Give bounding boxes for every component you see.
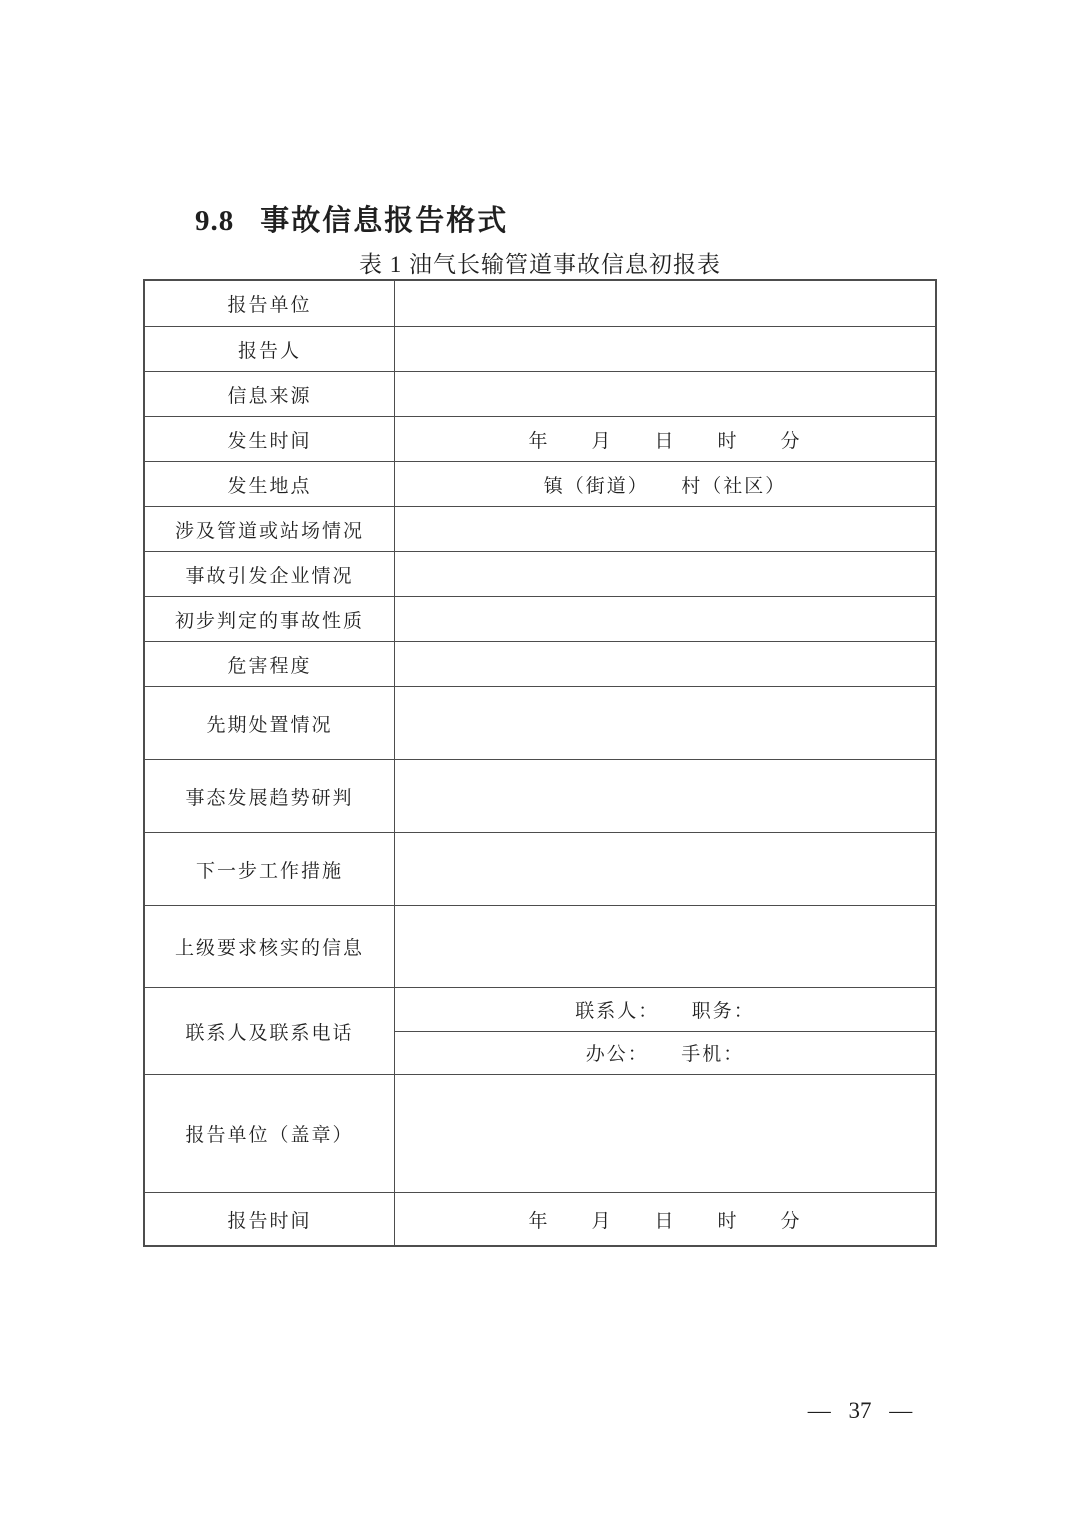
table-row-report-time bbox=[145, 1192, 935, 1245]
table-row-superior-verification bbox=[145, 905, 935, 987]
table-row-occurrence-place bbox=[145, 461, 935, 506]
row-label: 联系人及联系电话 bbox=[145, 988, 395, 1074]
row-value bbox=[395, 906, 935, 987]
row-label: 报告人 bbox=[145, 327, 395, 371]
table-caption: 表 1 油气长输管道事故信息初报表 bbox=[359, 252, 721, 277]
section-heading bbox=[195, 198, 508, 239]
row-label: 报告时间 bbox=[145, 1193, 395, 1245]
table-row-reporter bbox=[145, 326, 935, 371]
report-table bbox=[143, 279, 937, 1247]
row-label: 发生地点 bbox=[145, 462, 395, 506]
table-row-enterprise bbox=[145, 551, 935, 596]
row-value bbox=[395, 760, 935, 832]
row-value: 年 月 日 时 分 bbox=[528, 430, 802, 452]
row-label: 先期处置情况 bbox=[145, 687, 395, 759]
row-value bbox=[395, 833, 935, 905]
table-row-pipeline-station bbox=[145, 506, 935, 551]
row-value bbox=[395, 642, 935, 686]
row-value bbox=[395, 327, 935, 371]
row-label: 下一步工作措施 bbox=[145, 833, 395, 905]
table-row-info-source bbox=[145, 371, 935, 416]
table-row-next-steps bbox=[145, 832, 935, 905]
row-value bbox=[395, 552, 935, 596]
row-label: 危害程度 bbox=[145, 642, 395, 686]
contact-value-split bbox=[395, 988, 935, 1074]
table-row-accident-nature bbox=[145, 596, 935, 641]
contact-office-mobile: 办公： 手机： bbox=[585, 1044, 745, 1066]
row-label: 涉及管道或站场情况 bbox=[145, 507, 395, 551]
table-row-contact-info bbox=[145, 987, 935, 1074]
row-value: 年 月 日 时 分 bbox=[528, 1210, 802, 1232]
row-value bbox=[395, 507, 935, 551]
table-row-hazard-degree bbox=[145, 641, 935, 686]
section-title: 事故信息报告格式 bbox=[260, 205, 509, 237]
row-value: 镇（街道） 村（社区） bbox=[543, 475, 787, 497]
row-value bbox=[395, 597, 935, 641]
page-number: — 37 — bbox=[807, 1398, 913, 1423]
row-value bbox=[395, 372, 935, 416]
table-row-unit-seal bbox=[145, 1074, 935, 1192]
table-row-trend-analysis bbox=[145, 759, 935, 832]
row-label: 信息来源 bbox=[145, 372, 395, 416]
row-label: 上级要求核实的信息 bbox=[145, 906, 395, 987]
row-label: 发生时间 bbox=[145, 417, 395, 461]
row-value bbox=[395, 1075, 935, 1192]
contact-name-title: 联系人： 职务： bbox=[395, 988, 935, 1032]
table-row-initial-disposal bbox=[145, 686, 935, 759]
row-label: 初步判定的事故性质 bbox=[145, 597, 395, 641]
table-row-reporting-unit bbox=[145, 281, 935, 326]
row-value bbox=[395, 281, 935, 326]
table-row-occurrence-time bbox=[145, 416, 935, 461]
row-label: 报告单位 bbox=[145, 281, 395, 326]
row-label: 事态发展趋势研判 bbox=[145, 760, 395, 832]
row-value bbox=[395, 687, 935, 759]
row-label: 事故引发企业情况 bbox=[145, 552, 395, 596]
row-label: 报告单位（盖章） bbox=[145, 1075, 395, 1192]
section-number: 9.8 bbox=[195, 205, 235, 237]
